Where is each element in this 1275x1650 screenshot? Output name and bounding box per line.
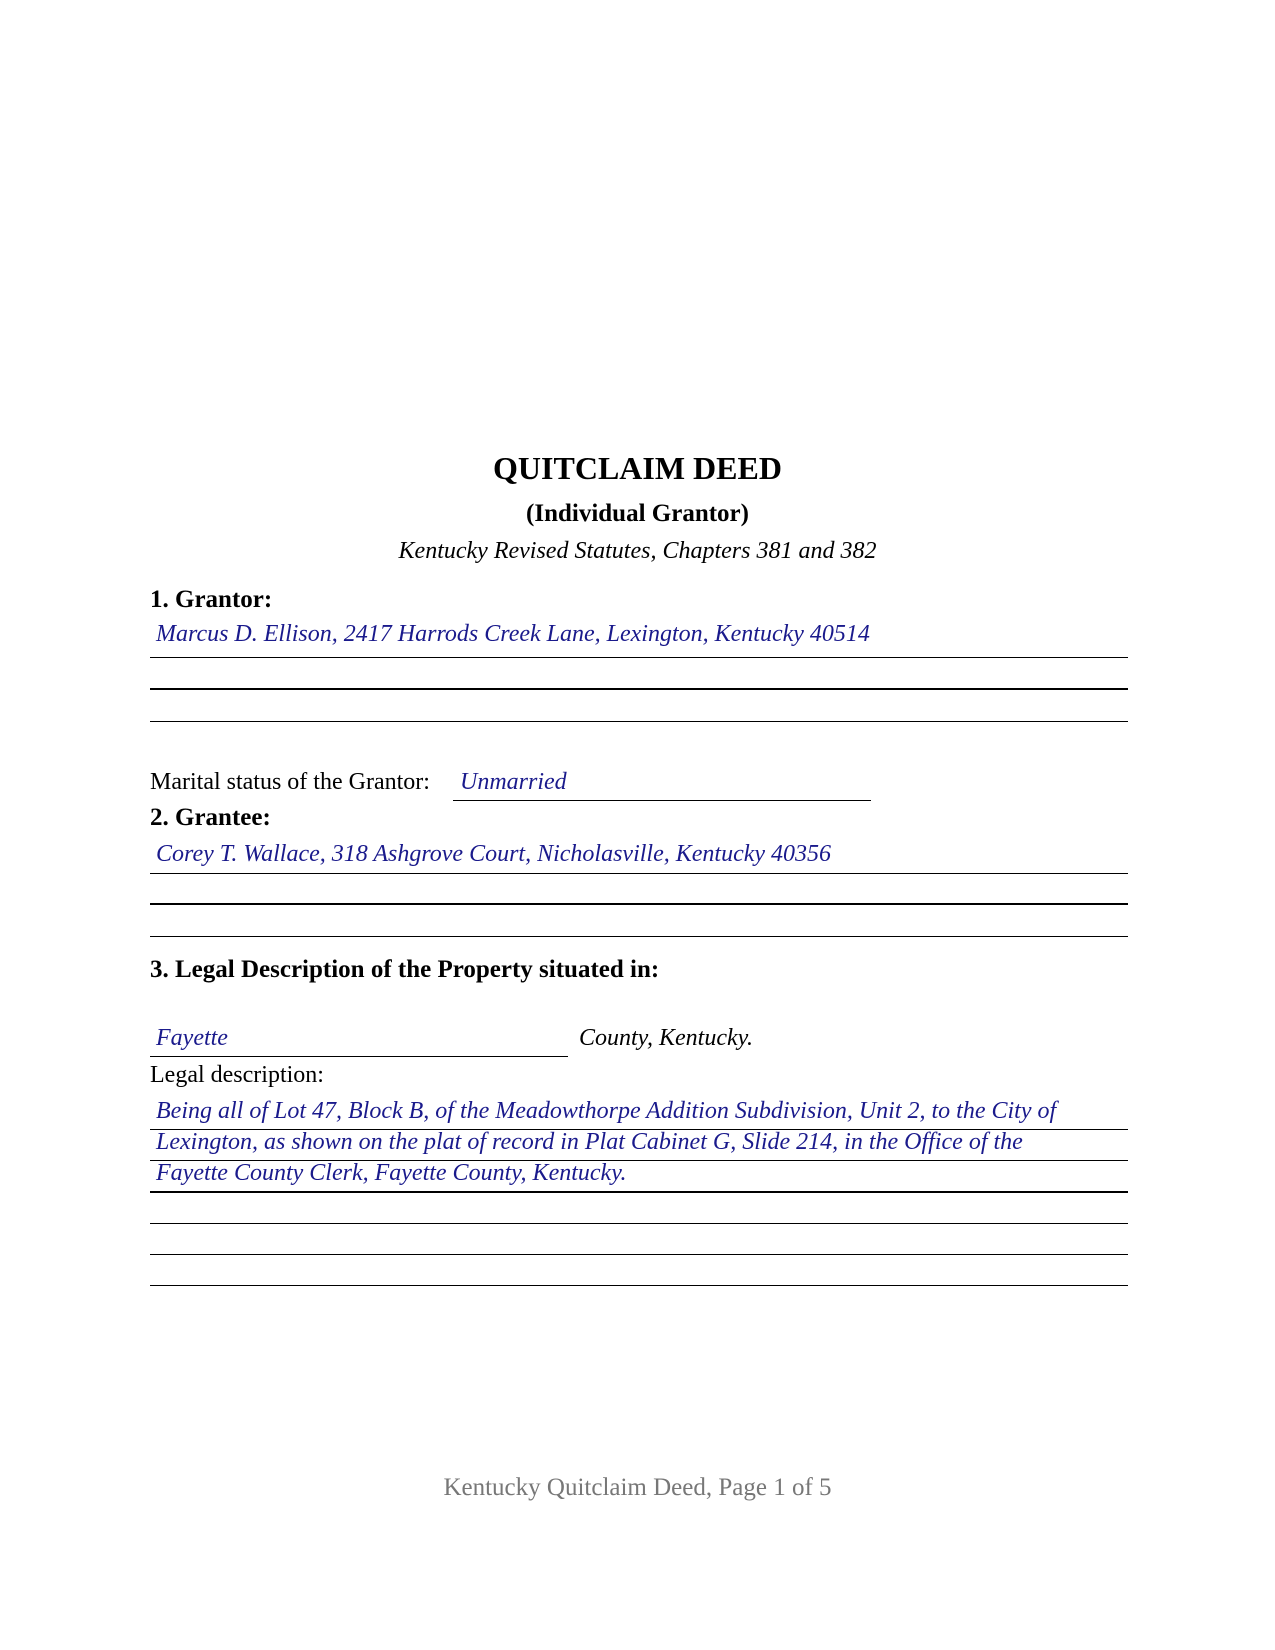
legal-line-6 xyxy=(150,1285,1128,1286)
legal-description-line-3[interactable]: Fayette County Clerk, Fayette County, Kentucky. xyxy=(156,1160,627,1186)
grantor-field[interactable]: Marcus D. Ellison, 2417 Harrods Creek Lane, Lexington, Kentucky 40514 xyxy=(156,621,870,647)
grantor-line-1 xyxy=(150,657,1128,658)
grantee-heading: 2. Grantee: xyxy=(150,804,271,831)
marital-status-label: Marital status of the Grantor: xyxy=(150,769,430,795)
legal-description-line-1[interactable]: Being all of Lot 47, Block B, of the Meadowthorpe Addition Subdivision, Unit 2, to the City of xyxy=(156,1098,1057,1124)
county-line xyxy=(150,1056,568,1057)
grantor-heading: 1. Grantor: xyxy=(150,586,273,613)
grantee-line-2 xyxy=(150,903,1128,905)
county-suffix: County, Kentucky. xyxy=(579,1025,753,1051)
legal-description-line-2[interactable]: Lexington, as shown on the plat of record in Plat Cabinet G, Slide 214, in the Office of the xyxy=(156,1129,1023,1155)
legal-line-5 xyxy=(150,1254,1128,1255)
legal-line-4 xyxy=(150,1223,1128,1224)
grantee-line-3 xyxy=(150,936,1128,937)
property-heading: 3. Legal Description of the Property situated in: xyxy=(150,956,660,983)
document-subtitle: (Individual Grantor) xyxy=(526,500,749,527)
county-field[interactable]: Fayette xyxy=(156,1025,228,1051)
document-title: QUITCLAIM DEED xyxy=(493,450,782,486)
legal-line-3 xyxy=(150,1191,1128,1193)
statute-reference: Kentucky Revised Statutes, Chapters 381 and 382 xyxy=(398,538,877,564)
page-footer: Kentucky Quitclaim Deed, Page 1 of 5 xyxy=(443,1474,832,1501)
grantor-line-2 xyxy=(150,688,1128,690)
legal-description-label: Legal description: xyxy=(150,1062,324,1088)
grantee-line-1 xyxy=(150,873,1128,874)
grantee-field[interactable]: Corey T. Wallace, 318 Ashgrove Court, Nicholasville, Kentucky 40356 xyxy=(156,841,832,867)
marital-status-line xyxy=(453,800,871,801)
marital-status-field[interactable]: Unmarried xyxy=(460,769,567,795)
grantor-line-3 xyxy=(150,721,1128,722)
